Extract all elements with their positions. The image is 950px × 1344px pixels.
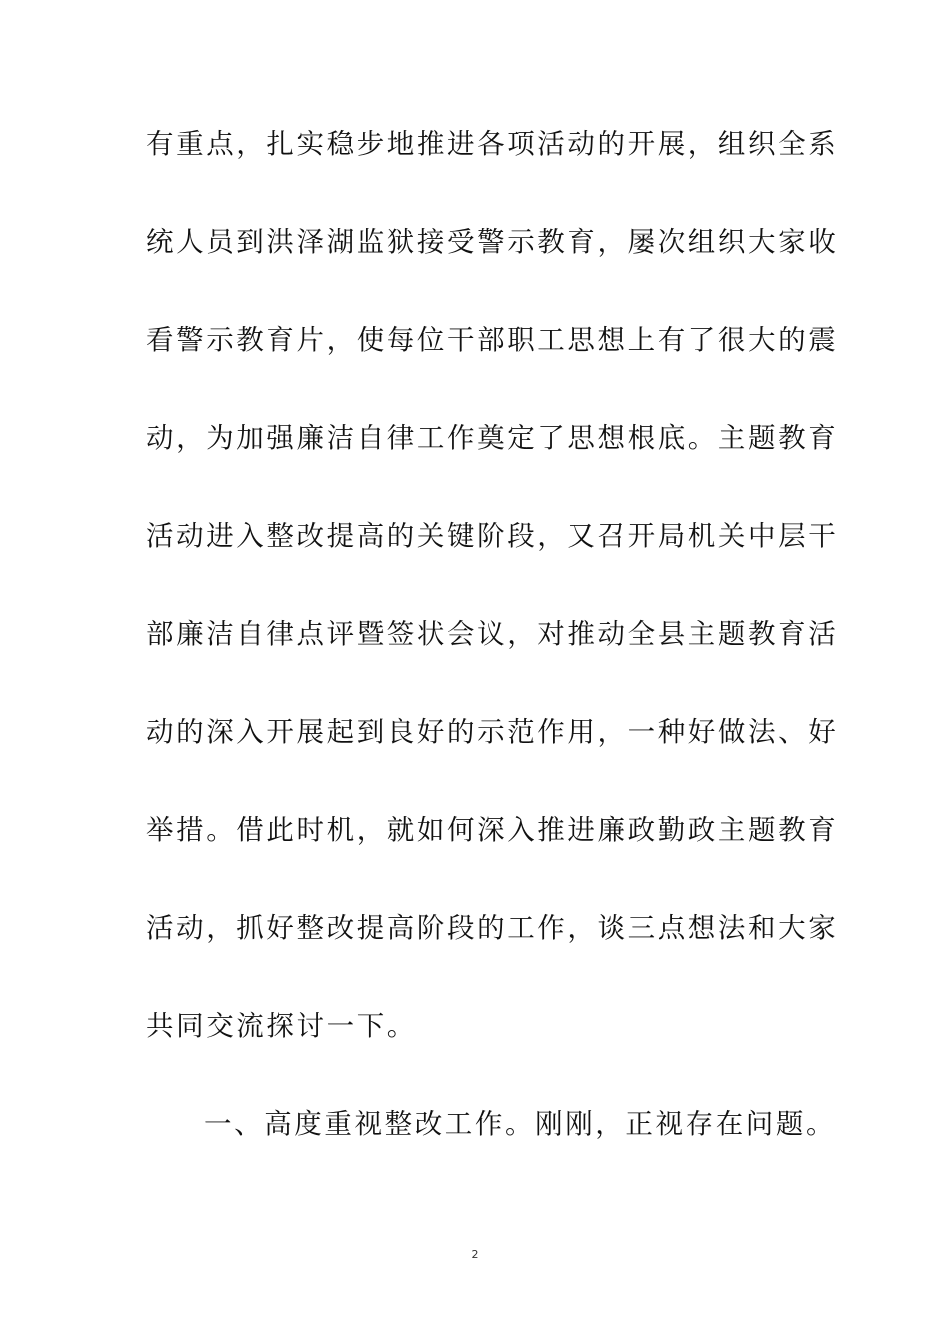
section-heading: 一、高度重视整改工作。刚刚，正视存在问题。 [204,1108,837,1140]
text-line: 举措。借此时机，就如何深入推进廉政勤政主题教育 [146,814,839,846]
text-line: 部廉洁自律点评暨签状会议，对推动全县主题教育活 [146,618,839,650]
text-line: 动，为加强廉洁自律工作奠定了思想根底。主题教育 [146,422,839,454]
text-line: 活动，抓好整改提高阶段的工作，谈三点想法和大家 [146,912,839,944]
text-line: 共同交流探讨一下。 [146,1010,417,1042]
text-line: 动的深入开展起到良好的示范作用，一种好做法、好 [146,716,839,748]
text-line: 有重点，扎实稳步地推进各项活动的开展，组织全系 [146,128,839,160]
page-number: 2 [471,1248,479,1261]
text-line: 统人员到洪泽湖监狱接受警示教育，屡次组织大家收 [146,226,839,258]
body-text [146,128,839,1208]
text-line: 活动进入整改提高的关键阶段，又召开局机关中层干 [146,520,839,552]
text-line: 看警示教育片，使每位干部职工思想上有了很大的震 [146,324,839,356]
